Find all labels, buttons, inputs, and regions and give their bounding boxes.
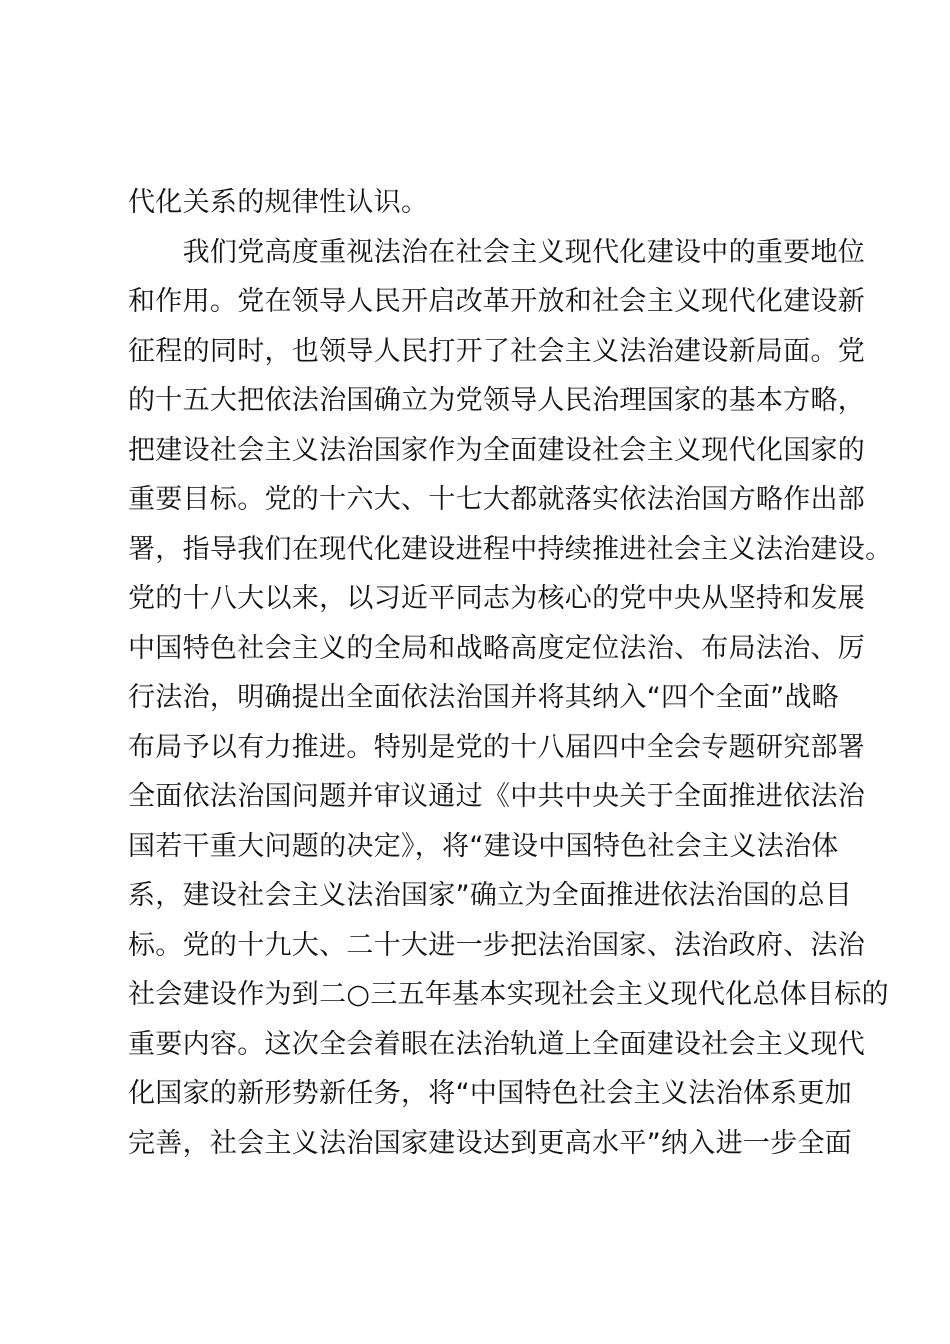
text-line: 系，建设社会主义法治国家”确立为全面推进依法治国的总目: [128, 880, 853, 911]
text-line: 标。党的十九大、二十大进一步把法治国家、法治政府、法治: [128, 929, 866, 961]
text-line: 行法治，明确提出全面依法治国并将其纳入“四个全面”战略: [128, 682, 840, 713]
body-text: [128, 178, 893, 1168]
text-line: 的十五大把依法治国确立为党领导人民治理国家的基本方略，: [128, 385, 866, 416]
text-line: 重要内容。这次全会着眼在法治轨道上全面建设社会主义现代: [128, 1028, 866, 1060]
text-line: 和作用。党在领导人民开启改革开放和社会主义现代化建设新: [128, 286, 866, 317]
text-line: 我们党高度重视法治在社会主义现代化建设中的重要地位: [128, 236, 866, 268]
text-line: 社会建设作为到二○三五年基本实现社会主义现代化总体目标的: [128, 979, 889, 1010]
text-line: 党的十八大以来，以习近平同志为核心的党中央从坚持和发展: [128, 583, 866, 614]
text-line: 署，指导我们在现代化建设进程中持续推进社会主义法治建设。: [128, 533, 893, 565]
text-line: 国若干重大问题的决定》，将“建设中国特色社会主义法治体: [128, 830, 839, 862]
text-line: 代化关系的规律性认识。: [128, 187, 429, 218]
text-line: 征程的同时，也领导人民打开了社会主义法治建设新局面。党: [128, 335, 866, 367]
text-line: 布局予以有力推进。特别是党的十八届四中全会专题研究部署: [128, 731, 866, 763]
text-line: 把建设社会主义法治国家作为全面建设社会主义现代化国家的: [128, 434, 866, 466]
text-line: 中国特色社会主义的全局和战略高度定位法治、布局法治、厉: [128, 632, 866, 664]
text-line: 重要目标。党的十六大、十七大都就落实依法治国方略作出部: [128, 484, 866, 515]
text-line: 化国家的新形势新任务，将“中国特色社会主义法治体系更加: [128, 1078, 853, 1109]
text-line: 完善，社会主义法治国家建设达到更高水平”纳入进一步全面: [128, 1127, 853, 1159]
text-line: 全面依法治国问题并审议通过《中共中央关于全面推进依法治: [128, 781, 866, 812]
